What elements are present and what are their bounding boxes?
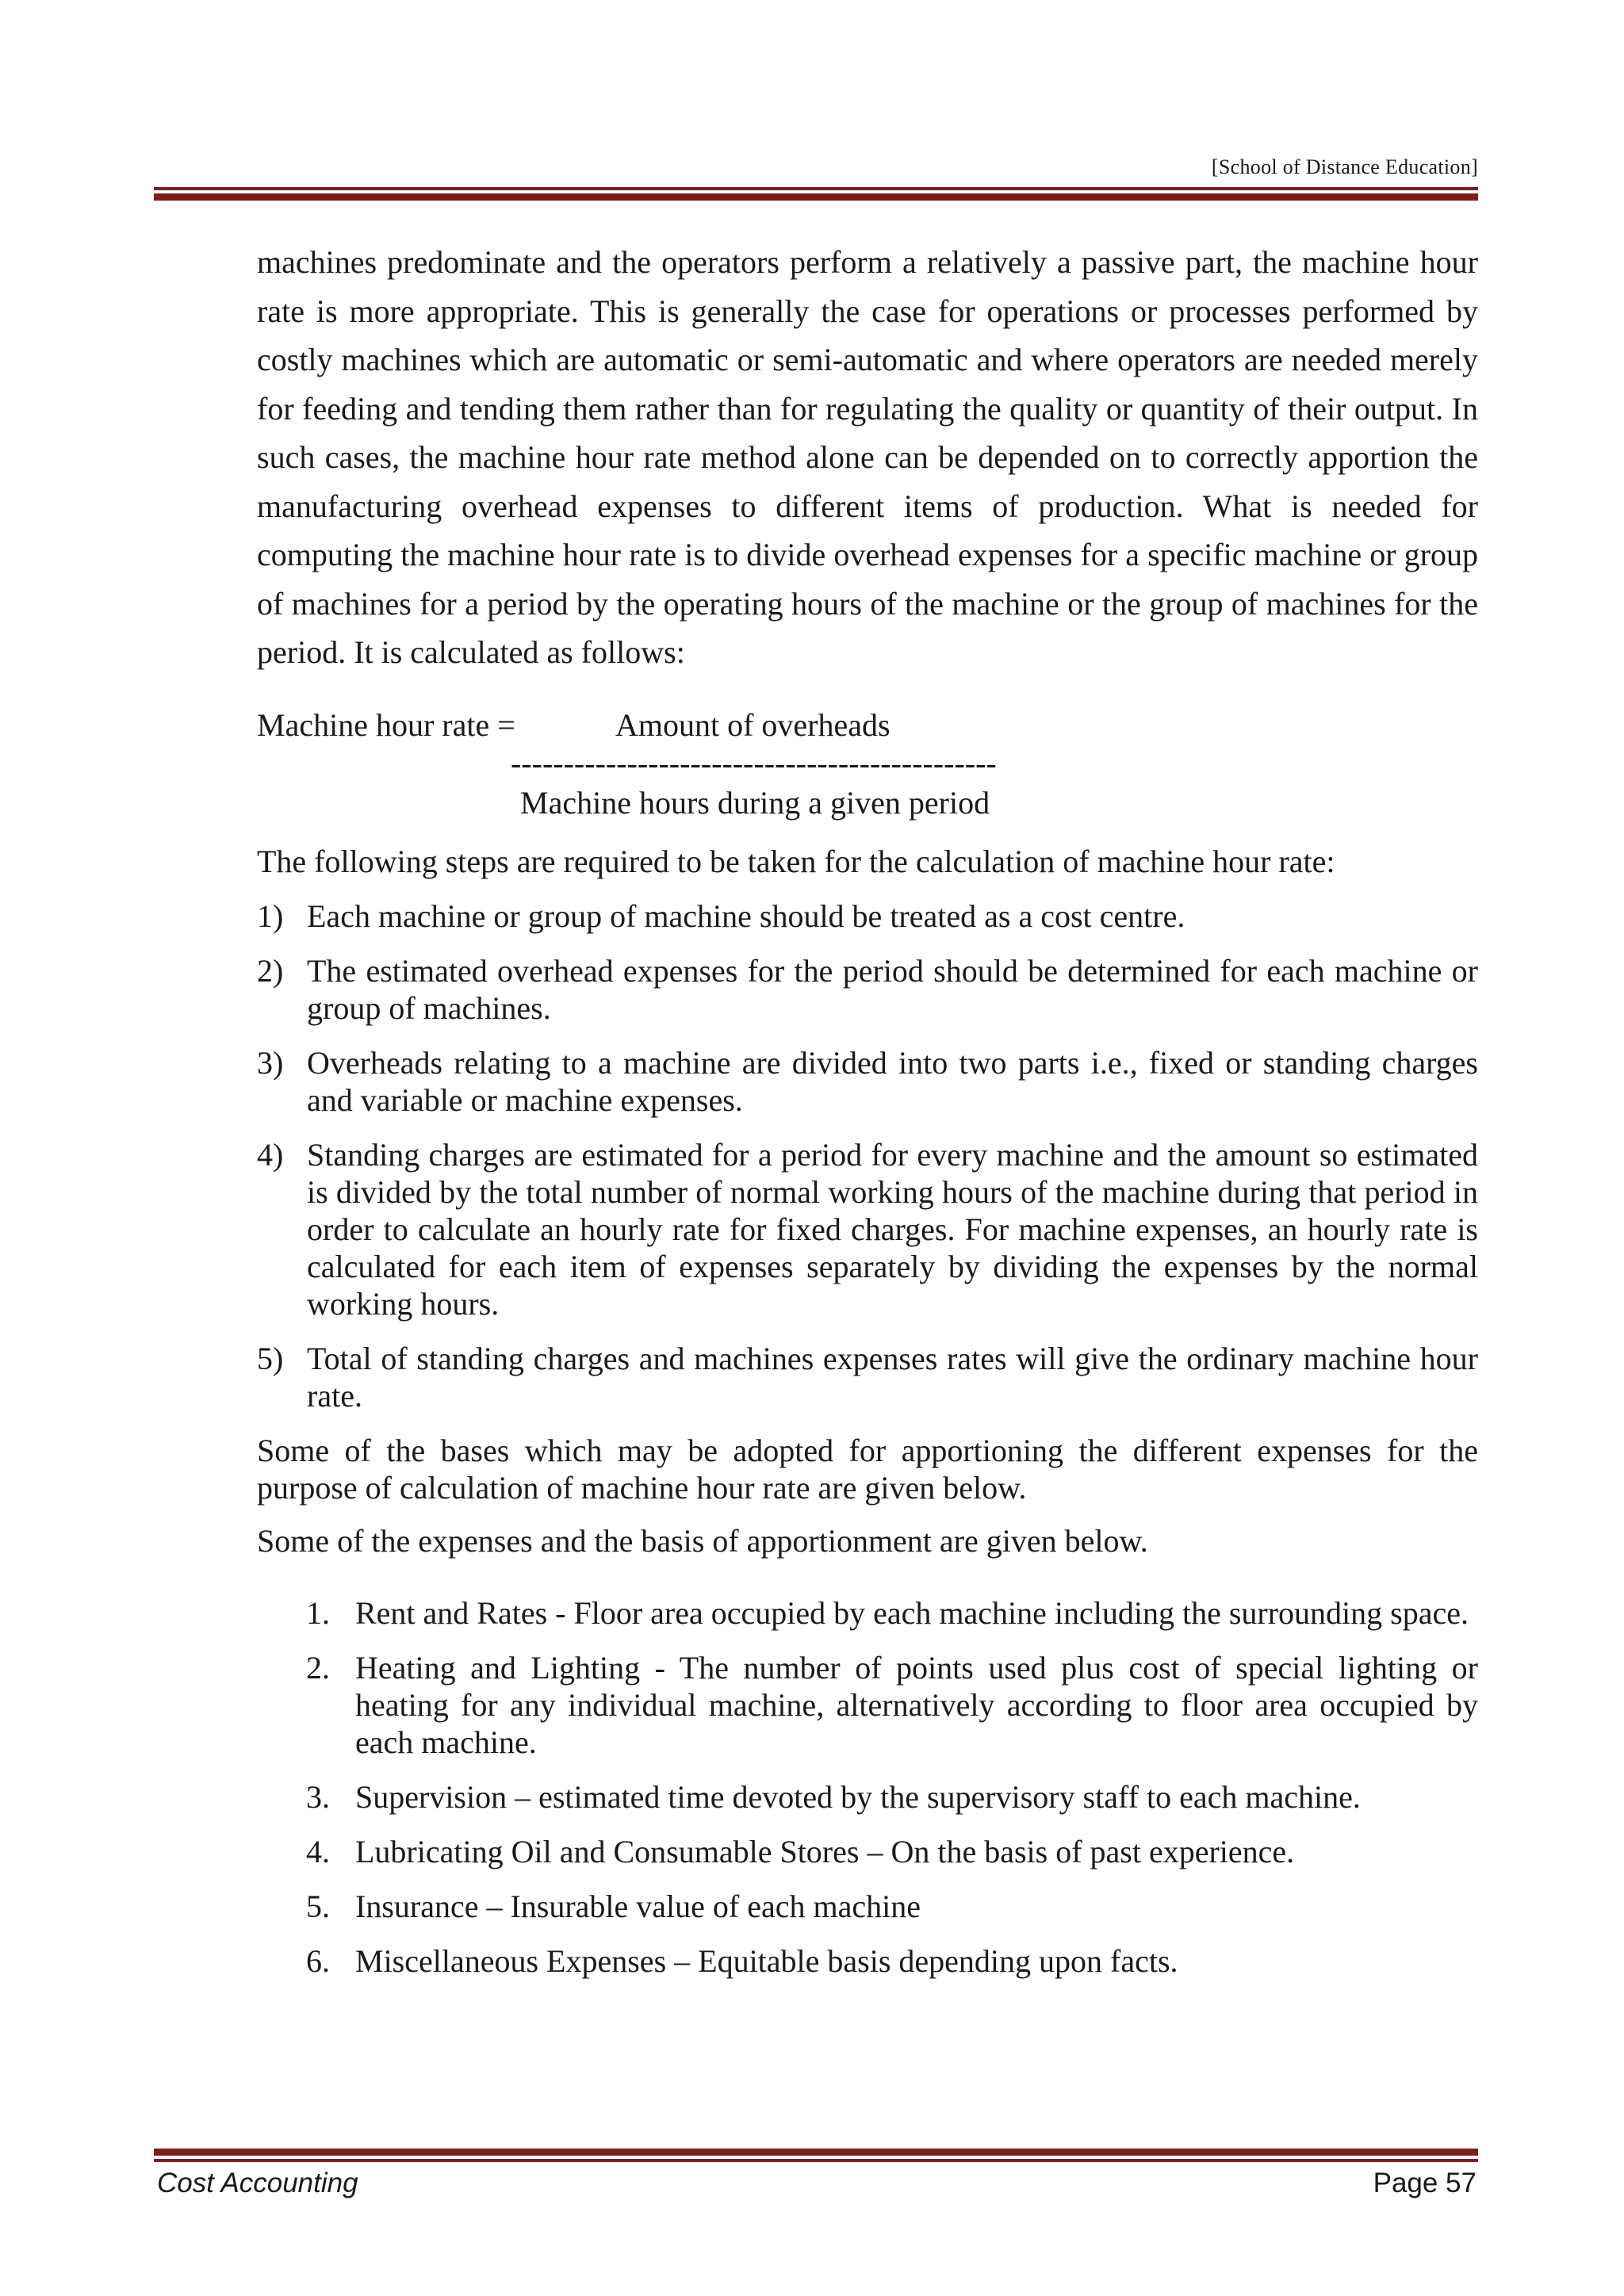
formula-lhs: Machine hour rate = bbox=[257, 706, 515, 743]
basis-number: 2. bbox=[306, 1649, 330, 1686]
list-item bbox=[306, 1649, 1478, 1761]
steps-intro: The following steps are required to be taken for the calculation of machine hour rate: bbox=[257, 843, 1335, 879]
basis-text: Rent and Rates - Floor area occupied by each machine including the surrounding space. bbox=[355, 1594, 1469, 1631]
basis-number: 3. bbox=[306, 1778, 330, 1815]
list-item bbox=[306, 1833, 1478, 1870]
basis-number: 6. bbox=[306, 1942, 330, 1979]
step-text: Total of standing charges and machines expenses rates will give the ordinary machine hour rate. bbox=[307, 1340, 1478, 1414]
list-item bbox=[257, 1044, 1478, 1119]
basis-number: 4. bbox=[306, 1833, 330, 1869]
page-content bbox=[257, 238, 1478, 1997]
basis-text: Lubricating Oil and Consumable Stores – On the basis of past experience. bbox=[355, 1833, 1295, 1869]
list-item bbox=[306, 1942, 1478, 1980]
basis-text: Miscellaneous Expenses – Equitable basis depending upon facts. bbox=[355, 1942, 1178, 1979]
list-item bbox=[257, 952, 1478, 1027]
intro-paragraph: machines predominate and the operators perform a relatively a passive part, the machine hour rate is more appropriate. This is generally the case for operations or processes performed by costly machines which are automatic or semi-automatic and where operators are needed merely for feeding and tending them rather than for regulating the quality or quantity of their output. In such cases, the machine hour rate method alone can be depended on to correctly apportion the manufacturing overhead expenses to different items of production. What is needed for computing the machine hour rate is to divide overhead expenses for a specific machine or group of machines for a period by the operating hours of the machine or the group of machines for the period. It is calculated as follows: bbox=[257, 244, 1478, 670]
basis-text: Insurance – Insurable value of each machine bbox=[355, 1888, 921, 1924]
list-item bbox=[257, 897, 1478, 935]
basis-text: Supervision – estimated time devoted by the supervisory staff to each machine. bbox=[355, 1778, 1361, 1815]
basis-number: 1. bbox=[306, 1594, 330, 1631]
step-text: Each machine or group of machine should be treated as a cost centre. bbox=[307, 897, 1185, 934]
list-item bbox=[257, 1340, 1478, 1414]
header-institution: [School of Distance Education] bbox=[1211, 155, 1478, 178]
footer-rule bbox=[154, 2149, 1478, 2162]
footer-page-number: Page 57 bbox=[1373, 2168, 1477, 2198]
step-number: 5) bbox=[257, 1340, 284, 1376]
formula-numerator: Amount of overheads bbox=[615, 706, 891, 743]
step-text: Overheads relating to a machine are divided into two parts i.e., fixed or standing charges and variable or machine expenses. bbox=[307, 1044, 1478, 1118]
basis-text: Heating and Lighting - The number of points used plus cost of special lighting or heating for any individual machine, alternatively according to floor area occupied by each machine. bbox=[355, 1649, 1478, 1760]
header-rule bbox=[154, 187, 1478, 201]
steps-list bbox=[257, 897, 1478, 1414]
footer-course-title: Cost Accounting bbox=[157, 2168, 358, 2198]
step-number: 4) bbox=[257, 1136, 284, 1173]
bases-list bbox=[257, 1594, 1478, 1980]
machine-hour-rate-formula bbox=[257, 703, 1478, 842]
formula-denominator: Machine hours during a given period bbox=[520, 784, 990, 821]
step-number: 2) bbox=[257, 952, 284, 989]
list-item bbox=[306, 1888, 1478, 1925]
basis-number: 5. bbox=[306, 1888, 330, 1924]
list-item bbox=[306, 1594, 1478, 1632]
expenses-paragraph: Some of the expenses and the basis of apportionment are given below. bbox=[257, 1522, 1148, 1559]
formula-divider: ---------------------------------------------- bbox=[511, 744, 997, 781]
bases-paragraph: Some of the bases which may be adopted for apportioning the different expenses for the purpose of calculation of machine hour rate are given below. bbox=[257, 1432, 1478, 1506]
step-number: 1) bbox=[257, 897, 284, 934]
list-item bbox=[257, 1136, 1478, 1322]
list-item bbox=[306, 1778, 1478, 1816]
step-number: 3) bbox=[257, 1044, 284, 1081]
step-text: The estimated overhead expenses for the period should be determined for each machine or group of machines. bbox=[307, 952, 1478, 1026]
step-text: Standing charges are estimated for a period for every machine and the amount so estimated is divided by the total number of normal working hours of the machine during that period in order to calculate an hourly rate for fixed charges. For machine expenses, an hourly rate is calculated for each item of expenses separately by dividing the expenses by the normal working hours. bbox=[307, 1136, 1478, 1322]
